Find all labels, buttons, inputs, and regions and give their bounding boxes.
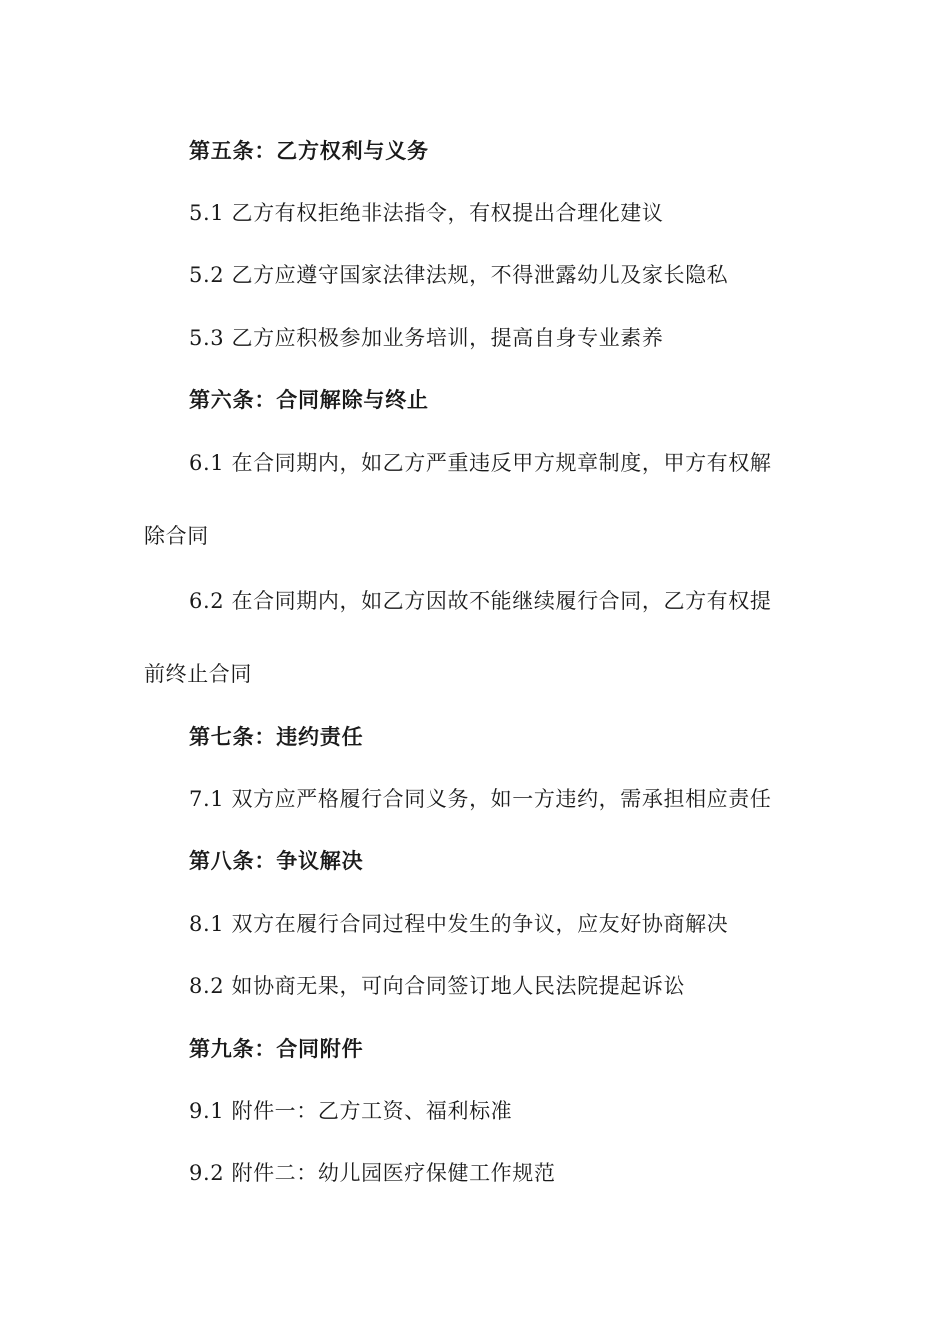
clause-5-2: 5.2 乙方应遵守国家法律法规，不得泄露幼儿及家长隐私: [189, 263, 729, 287]
section-heading-7: 第七条：违约责任: [189, 725, 364, 749]
clause-5-1: 5.1 乙方有权拒绝非法指令，有权提出合理化建议: [189, 201, 664, 225]
clause-6-2: 6.2 在合同期内，如乙方因故不能继续履行合同，乙方有权提: [189, 589, 772, 613]
clause-8-1: 8.1 双方在履行合同过程中发生的争议，应友好协商解决: [189, 912, 729, 936]
section-heading-9: 第九条：合同附件: [189, 1037, 364, 1061]
clause-9-2: 9.2 附件二：幼儿园医疗保健工作规范: [189, 1161, 556, 1185]
clause-5-3: 5.3 乙方应积极参加业务培训，提高自身专业素养: [189, 326, 664, 350]
clause-6-1-continuation: 除合同: [144, 524, 209, 548]
clause-6-2-continuation: 前终止合同: [144, 662, 252, 686]
clause-7-1: 7.1 双方应严格履行合同义务，如一方违约，需承担相应责任: [189, 787, 772, 811]
clause-8-2: 8.2 如协商无果，可向合同签订地人民法院提起诉讼: [189, 974, 686, 998]
clause-6-1: 6.1 在合同期内，如乙方严重违反甲方规章制度，甲方有权解: [189, 451, 772, 475]
section-heading-8: 第八条：争议解决: [189, 849, 364, 873]
section-heading-5: 第五条：乙方权利与义务: [189, 139, 429, 163]
section-heading-6: 第六条：合同解除与终止: [189, 388, 429, 412]
clause-9-1: 9.1 附件一：乙方工资、福利标准: [189, 1099, 513, 1123]
